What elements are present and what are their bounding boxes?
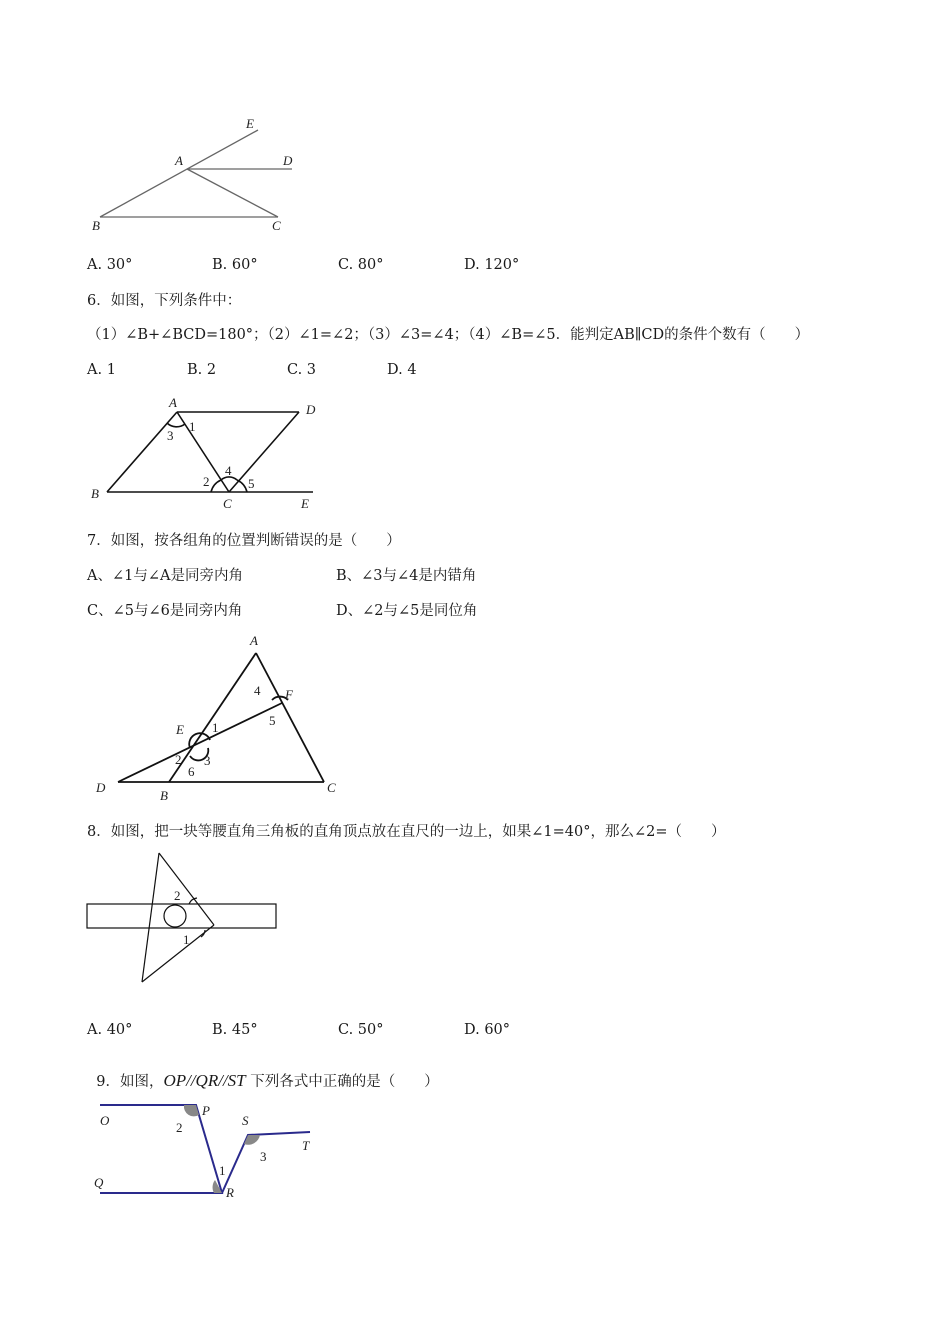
label-A: A — [250, 633, 258, 648]
label-D: D — [306, 402, 316, 417]
label-D: D — [283, 153, 293, 168]
angle-6: 6 — [188, 764, 195, 779]
label-F: F — [285, 687, 293, 702]
q8-option-c[interactable]: C. 50° — [338, 1022, 384, 1038]
label-C: C — [272, 218, 281, 233]
figure-q9 — [90, 1095, 330, 1210]
q7-option-c[interactable]: C、∠5与∠6是同旁内角 — [87, 603, 243, 619]
angle-1: 1 — [183, 932, 190, 947]
angle-3: 3 — [167, 428, 174, 443]
q6-option-d[interactable]: D. 4 — [387, 362, 417, 378]
label-E: E — [301, 496, 309, 511]
q7-stem: 7．如图，按各组角的位置判断错误的是（ ） — [87, 533, 401, 549]
label-B: B — [160, 788, 168, 803]
angle-2: 2 — [203, 474, 210, 489]
q7-option-a[interactable]: A、∠1与∠A是同旁内角 — [87, 568, 243, 584]
angle-1: 1 — [189, 419, 196, 434]
angle-3: 3 — [204, 753, 211, 768]
q6-option-b[interactable]: B. 2 — [187, 362, 217, 378]
label-E: E — [176, 722, 184, 737]
q6-option-a[interactable]: A. 1 — [87, 362, 116, 378]
q7-option-b[interactable]: B、∠3与∠4是内错角 — [336, 568, 477, 584]
angle-4: 4 — [225, 463, 232, 478]
label-T: T — [302, 1138, 310, 1153]
q8-option-d[interactable]: D. 60° — [464, 1022, 511, 1038]
q5-option-b[interactable]: B. 60° — [212, 257, 258, 273]
q9-stem — [87, 1054, 439, 1091]
figure-q8 — [85, 850, 285, 985]
label-O: O — [100, 1113, 110, 1128]
q6-conditions: （1）∠B+∠BCD=180°；（2）∠1=∠2；（3）∠3=∠4；（4）∠B=∠5．能判定AB∥CD的条件个数有（ ） — [87, 327, 810, 343]
label-B: B — [91, 486, 99, 501]
angle-3: 3 — [260, 1149, 267, 1164]
q5-option-d[interactable]: D. 120° — [464, 257, 520, 273]
q8-option-b[interactable]: B. 45° — [212, 1022, 258, 1038]
label-R: R — [226, 1185, 234, 1200]
q5-option-c[interactable]: C. 80° — [338, 257, 384, 273]
label-B: B — [92, 218, 100, 233]
angle-2: 2 — [175, 752, 182, 767]
label-P: P — [202, 1103, 210, 1118]
figure-q6 — [85, 393, 345, 518]
angle-2: 2 — [176, 1120, 183, 1135]
label-A: A — [169, 395, 177, 410]
angle-1: 1 — [219, 1163, 226, 1178]
angle-5: 5 — [269, 713, 276, 728]
q8-option-a[interactable]: A. 40° — [87, 1022, 133, 1038]
label-Q: Q — [94, 1175, 104, 1190]
label-S: S — [242, 1113, 249, 1128]
label-C: C — [223, 496, 232, 511]
label-C: C — [327, 780, 336, 795]
q8-stem: 8．如图，把一块等腰直角三角板的直角顶点放在直尺的一边上，如果∠1=40°，那么∠2=（ ） — [87, 824, 726, 840]
figure-q5 — [80, 110, 320, 240]
label-E: E — [246, 116, 254, 131]
q5-option-a[interactable]: A. 30° — [87, 257, 133, 273]
angle-1: 1 — [212, 720, 219, 735]
angle-4: 4 — [254, 683, 261, 698]
q9-prefix: 9．如图， — [96, 1074, 164, 1090]
q9-suffix: 下列各式中正确的是（ ） — [245, 1074, 439, 1090]
q9-math: OP//QR//ST — [163, 1071, 246, 1090]
label-A: A — [175, 153, 183, 168]
q7-option-d[interactable]: D、∠2与∠5是同位角 — [336, 603, 478, 619]
q6-stem: 6．如图，下列条件中： — [87, 293, 242, 309]
q6-option-c[interactable]: C. 3 — [287, 362, 317, 378]
angle-5: 5 — [248, 476, 255, 491]
angle-2: 2 — [174, 888, 181, 903]
label-D: D — [96, 780, 106, 795]
figure-q7 — [90, 628, 350, 803]
